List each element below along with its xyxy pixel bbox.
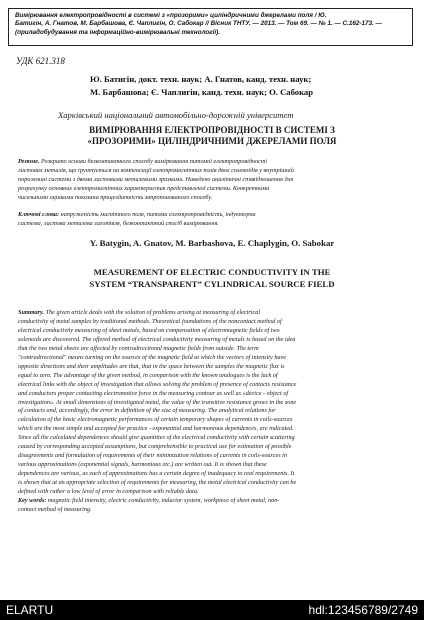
abstract-lead: Резюме. bbox=[18, 158, 40, 165]
keywords-line bbox=[18, 210, 410, 219]
keywords-line: система, листова металева заготівля, безконтактний спосіб вимірювання. bbox=[18, 220, 219, 228]
udk-code: УДК 621.318 bbox=[16, 56, 65, 66]
abstract-line: листових металів, що ґрунтується на компенсації електромагнітних полів двох соленоїдів у внутрішній bbox=[18, 167, 294, 175]
summary-line: that the two metal sheets are affected by contradirectional magnetic fields from outside. The term bbox=[18, 344, 259, 352]
title-line: SYSTEM “TRANSPARENT” CYLINDRICAL SOURCE FIELD bbox=[89, 279, 335, 289]
citation-line: Вимірювання електропровідності в системі з «прозорими» циліндричними джерелами поля / Ю. bbox=[15, 12, 327, 19]
title-en bbox=[0, 266, 424, 290]
title-line: ВИМІРЮВАННЯ ЕЛЕКТРОПРОВІДНОСТІ В СИСТЕМІ З bbox=[89, 125, 335, 135]
abstract-line: розрахунку основних електромагнітних характеристик представленої системи. Конкретними bbox=[18, 185, 270, 193]
summary-line: investigation». At small dimensions of investigated metal, the value of the transitive resistance grows in the zone bbox=[18, 398, 297, 406]
summary-line bbox=[18, 309, 410, 318]
keywords-lead: Ключові слова: bbox=[18, 211, 60, 218]
summary-line: dependences are various, as each of approximations has a certain degree of inadequacy to real requirements. It bbox=[18, 470, 295, 478]
affiliation: Харківський національний автомобільно-дорожній університет bbox=[58, 110, 294, 120]
summary-line: of contacts and, accordingly, the error in definition of the size of measuring. The analytical relations for bbox=[18, 407, 276, 415]
repository-footer-bar bbox=[0, 600, 424, 620]
summary-line: solenoids are discovered. The offered method of electrical conductivity measuring of metals is based on the idea bbox=[18, 335, 296, 343]
repository-name: ELARTU bbox=[6, 603, 54, 617]
authors-en: Y. Batygin, A. Gnatov, M. Barbashova, E. Chaplygin, O. Sabokar bbox=[89, 238, 335, 248]
summary-line: opposite directions and their amplitudes are that, that in the space between the samples the magnetic flux is bbox=[18, 362, 285, 370]
keywords-en-lead: Key words: bbox=[18, 497, 47, 505]
summary-line: is shown that at an appropriate selection of requirements for measuring, the metal electrical conductivity can be bbox=[18, 479, 297, 487]
summary-line: conductivity of metal samples by traditional methods. Theoretical foundations of the noncontact method of bbox=[18, 317, 282, 325]
keywords-ua bbox=[18, 210, 410, 228]
keywords-en-text: magnetic field intensity, electric conductivity, inductor system, workpiece of sheet metal, non- bbox=[46, 497, 280, 505]
summary-line: disagreements and formulation of requirements of their minimization relations of currents in coils-sources in bbox=[18, 452, 287, 460]
title-line: MEASUREMENT OF ELECTRIC CONDUCTIVITY IN THE bbox=[93, 267, 331, 277]
citation-header-box bbox=[8, 8, 413, 46]
authors-line: М. Барбашова; Є. Чаплигін, канд. техн. наук; О. Сабокар bbox=[90, 87, 313, 97]
citation-line: (приладобудування та інформаційно-вимірювальні технології). bbox=[15, 28, 220, 36]
abstract-line bbox=[18, 157, 410, 166]
summary-line: caused by corresponding accepted assumptions, but comprehensible to practical use for estimation of possible bbox=[18, 443, 292, 451]
summary-line: which are the most simple and accepted for practice - exponential and harmonious dependences, are indicated. bbox=[18, 425, 294, 433]
summary-line: and conductors proper contacting electromotive force in the measuring contour as well as «device - object of bbox=[18, 389, 289, 397]
abstract-line: чисельними оцінками показана працездатність запропонованого способу. bbox=[18, 194, 213, 202]
summary-line: "contradirectional" means turning on the sources of the magnetic field at which the vectors of intensity have bbox=[18, 353, 287, 361]
authors-line: Ю. Батигін, докт. техн. наук; А. Гнатов, канд. техн. наук; bbox=[90, 74, 312, 84]
summary-line: electrical conductivity measuring of sheet metals, based on compensation of electromagnetic fields of two bbox=[18, 326, 280, 334]
summary-line: Since all the calculated dependences should give quantities of the electrical conductivity with certain scattering bbox=[18, 434, 295, 442]
abstract-text: Розкрито основи безконтактного способу вимірювання питомої електропровідності bbox=[39, 158, 268, 165]
keywords-en-line: contact method of measuring. bbox=[18, 505, 92, 513]
summary-lead: Summary. bbox=[18, 309, 45, 316]
summary-line: defined with rather a low level of error in comparison with reliable data. bbox=[18, 488, 199, 496]
abstract-line: порожнині системи з двома листовими металевими зразками. Наведено аналітичні співвідношення для bbox=[18, 176, 294, 184]
citation-line: Батигін, А. Гнатов, М. Барбашова, Є. Чаплигін, О. Сабокар // Вісник ТНТУ. — 2013. — Том 69. — № 1. — С.162-173. — bbox=[15, 20, 382, 28]
abstract-ua bbox=[18, 157, 410, 202]
summary-line: various approximations (exponential signals, harmonious etc.) are written out. It is shown that these bbox=[18, 461, 267, 469]
handle-id: hdl:123456789/2749 bbox=[308, 603, 418, 617]
summary-line: calculation of the basic electromagnetic performances of certain temporary shapes of currents in coils-sources bbox=[18, 416, 293, 424]
summary-line: electrical links with the object of investigation that allows solving the problem of presence of contacts resistance bbox=[18, 380, 297, 388]
summary-en bbox=[18, 309, 410, 515]
summary-line: equal to zero. The advantage of the given method, in comparison with the known analogues is the lack of bbox=[18, 371, 278, 379]
authors-ua bbox=[90, 73, 390, 99]
keywords-text: напруженість магнітного поля, питома електропровідність, індукторна bbox=[59, 211, 256, 218]
keywords-en-line bbox=[18, 497, 410, 506]
summary-text: The given article deals with the solution of problems arising at measuring of electrical bbox=[44, 309, 261, 316]
title-ua bbox=[0, 125, 424, 147]
title-line: «ПРОЗОРИМИ» ЦИЛІНДРИЧНИМИ ДЖЕРЕЛАМИ ПОЛЯ bbox=[87, 136, 337, 146]
